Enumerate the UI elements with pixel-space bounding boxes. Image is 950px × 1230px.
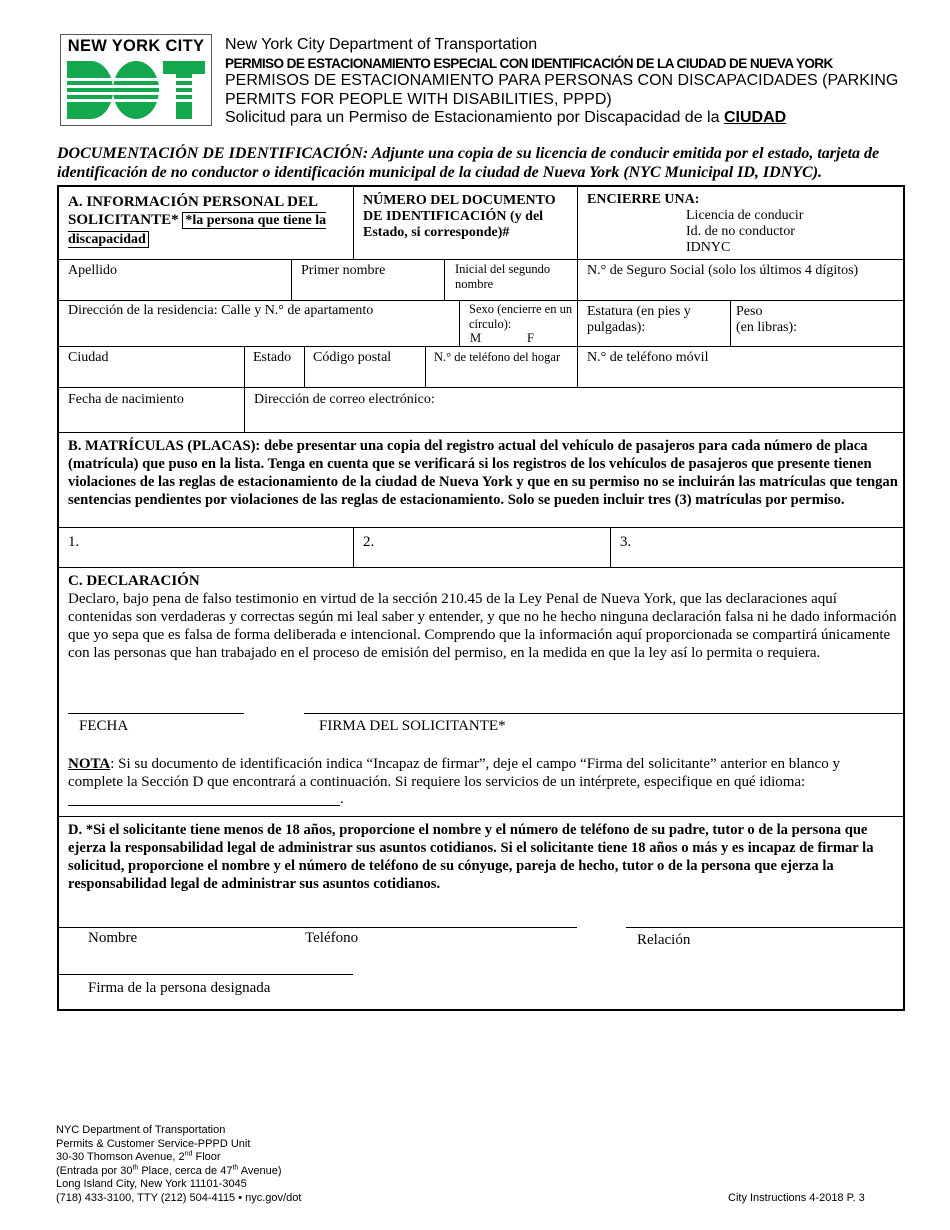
footer-address	[56, 1124, 301, 1205]
section-a-title-note: *la persona que tiene la discapacidad	[68, 213, 327, 247]
designee-name-phone-line[interactable]	[59, 927, 577, 928]
footer-line-6: (718) 433-3100, TTY (212) 504-4115 • nyc.gov/dot	[56, 1191, 302, 1204]
footer-line-3: 30-30 Thomson Avenue, 2nd Floor	[56, 1150, 221, 1163]
permit-title: PERMISO DE ESTACIONAMIENTO ESPECIAL CON IDENTIFICACIÓN DE LA CIUDAD DE NUEVA YORK	[225, 56, 833, 71]
sex-option-m[interactable]: M	[470, 331, 482, 345]
dot-logo-icon	[65, 59, 207, 121]
designee-name-label: Nombre	[88, 930, 138, 946]
state-field[interactable]: Estado	[253, 350, 292, 365]
id-option-non-driver[interactable]: Id. de no conductor	[686, 224, 795, 239]
weight-label-1: Peso	[736, 304, 763, 319]
id-option-license[interactable]: Licencia de conducir	[686, 208, 804, 223]
application-title	[225, 109, 786, 127]
footer-line-4: (Entrada por 30th Place, cerca de 47th Avenue)	[56, 1163, 282, 1177]
interpreter-language-line[interactable]	[68, 805, 340, 806]
documentation-instructions: DOCUMENTACIÓN DE IDENTIFICACIÓN: Adjunte una copia de su licencia de conducir emitida por el estado, tarjeta de identificación de no conductor o identificación municipal de la ciudad de Nueva York (NYC Municipal ID, IDNYC).	[57, 145, 880, 181]
application-form	[57, 185, 905, 1011]
nyc-dot-logo	[60, 34, 212, 126]
relation-label: Relación	[637, 932, 691, 948]
footer-line-2: Permits & Customer Service-PPPD Unit	[56, 1137, 251, 1150]
weight-label-2: (en libras):	[736, 320, 798, 335]
weight-field[interactable]	[736, 304, 797, 336]
designee-signature-label: Firma de la persona designada	[88, 980, 271, 996]
section-c-text: Declaro, bajo pena de falso testimonio en virtud de la sección 210.45 de la Ley Penal de Nueva York, que las declaraciones aquí contenidas son verdaderas y correctas según mi leal saber y entender, y que no he hecho ninguna declaración falsa ni he dado información que yo sepa que es falsa de forma deliberada e intencional. Comprendo que la información aquí proporcionada se compartirá únicamente con las personas que han trabajado en el proceso de emisión del permiso, en la medida en que la ley así lo permita o requiera.	[68, 591, 897, 661]
id-number-label: NÚMERO DEL DOCUMENTO DE IDENTIFICACIÓN (y del Estado, si corresponde)#	[363, 193, 556, 240]
dob-field[interactable]: Fecha de nacimiento	[68, 392, 184, 407]
program-line-1: PERMISOS DE ESTACIONAMIENTO PARA PERSONAS CON DISCAPACIDADES (PARKING	[225, 72, 899, 89]
height-field[interactable]: Estatura (en pies y pulgadas):	[587, 304, 691, 335]
email-field[interactable]: Dirección de correo electrónico:	[254, 392, 435, 407]
section-c-title: C. DECLARACIÓN	[68, 573, 200, 589]
note-text	[68, 755, 898, 791]
signature-label: FIRMA DEL SOLICITANTE*	[319, 718, 506, 734]
address-field[interactable]: Dirección de la residencia: Calle y N.° de apartamento	[68, 303, 374, 318]
note-body: : Si su documento de identificación indica “Incapaz de firmar”, deje el campo “Firma del solicitante” anterior en blanco y complete la Sección D que encontrará a continuación. Si requiere los servicios de un intérprete, especifique en qué idioma:	[68, 756, 840, 790]
middle-initial-field[interactable]: Inicial del segundo nombre	[455, 262, 551, 291]
note-end: .	[340, 791, 344, 807]
section-a-title-text: A. INFORMACIÓN PERSONAL DEL SOLICITANTE*	[68, 194, 318, 228]
page-reference: City Instructions 4-2018 P. 3	[728, 1192, 865, 1204]
first-name-field[interactable]: Primer nombre	[301, 263, 386, 278]
signature-line[interactable]	[304, 713, 905, 714]
last-name-field[interactable]: Apellido	[68, 263, 117, 278]
mobile-phone-field[interactable]: N.° de teléfono móvil	[587, 350, 709, 365]
date-line[interactable]	[68, 713, 244, 714]
application-prefix: Solicitud para un Permiso de Estacionamiento por Discapacidad de la	[225, 109, 720, 126]
application-city: CIUDAD	[723, 109, 787, 126]
sex-option-f[interactable]: F	[527, 331, 534, 345]
section-a-title	[68, 193, 348, 249]
city-field[interactable]: Ciudad	[68, 350, 109, 365]
plate-3-field[interactable]: 3.	[620, 534, 632, 550]
footer-line-5: Long Island City, New York 11101-3045	[56, 1178, 247, 1190]
plate-2-field[interactable]: 2.	[363, 534, 375, 550]
footer-line-1: NYC Department of Transportation	[56, 1124, 226, 1136]
relation-line[interactable]	[626, 927, 905, 928]
ssn-field[interactable]: N.° de Seguro Social (solo los últimos 4 dígitos)	[587, 263, 859, 278]
home-phone-field[interactable]: N.° de teléfono del hogar	[434, 350, 561, 364]
zip-field[interactable]: Código postal	[313, 350, 392, 365]
section-b-text: B. MATRÍCULAS (PLACAS): debe presentar una copia del registro actual del vehículo de pasajeros para cada número de placa (matrícula) que puso en la lista. Tenga en cuenta que se verificará si los registros de los vehículos de pasajeros que presente tienen violaciones de las reglas de estacionamiento de la ciudad de Nueva York y que en su permiso no se incluirán las matrículas que tengan sentencias pendientes por violaciones de las reglas de estacionamiento. Solo se pueden incluir tres (3) matrículas por permiso.	[68, 438, 898, 508]
program-line-2: PERMITS FOR PEOPLE WITH DISABILITIES, PPPD)	[225, 91, 612, 108]
section-d-text: D. *Si el solicitante tiene menos de 18 años, proporcione el nombre y el número de teléfono de su padre, tutor o de la persona que ejerza la responsabilidad legal de administrar sus asuntos cotidianos. Si el solicitante tiene 18 años o más y es incapaz de firmar la solicitud, proporcione el nombre y el número de teléfono de su cónyuge, pareja de hecho, tutor o de la persona que ejerza la responsabilidad legal de administrar sus asuntos cotidianos.	[68, 822, 874, 892]
designee-signature-line[interactable]	[59, 974, 353, 975]
plate-1-field[interactable]: 1.	[68, 534, 80, 550]
date-label: FECHA	[79, 718, 129, 734]
note-label: NOTA	[68, 756, 111, 772]
designee-phone-label: Teléfono	[305, 930, 359, 946]
circle-one-label: ENCIERRE UNA:	[587, 192, 700, 207]
logo-text: NEW YORK CITY	[67, 37, 205, 55]
sex-field: Sexo (encierre en un círculo):	[469, 302, 573, 331]
id-option-idnyc[interactable]: IDNYC	[686, 240, 731, 255]
agency-name: New York City Department of Transportation	[225, 36, 538, 53]
